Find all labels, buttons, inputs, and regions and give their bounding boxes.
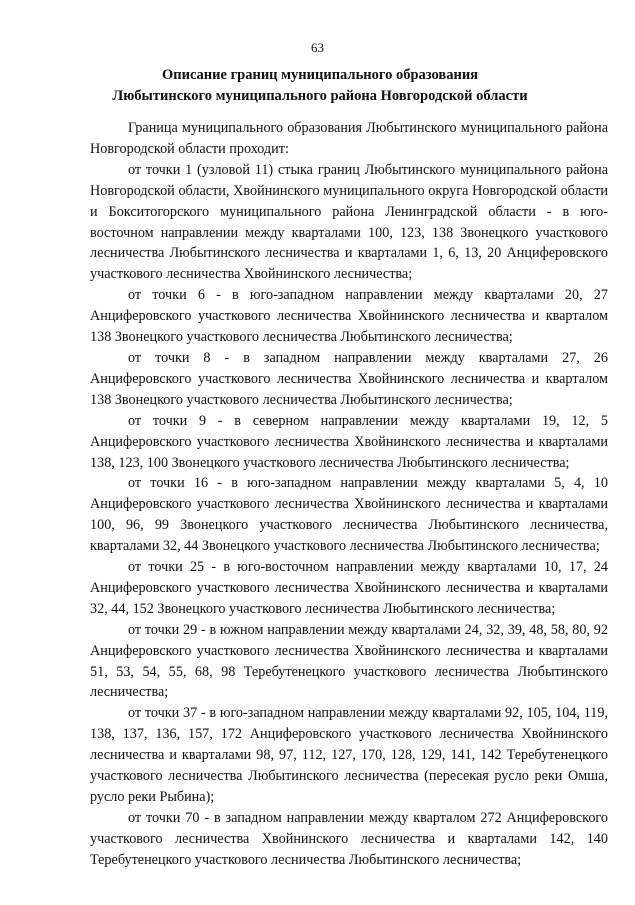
- paragraph-point-9: от точки 9 - в северном направлении между кварталами 19, 12, 5 Анциферовского участкового лесничества Хвойнинского лесничества и кварталами 138, 123, 100 Звонецкого участкового лесничества Любытинского лесничества;: [90, 412, 608, 471]
- paragraph-point-1: от точки 1 (узловой 11) стыка границ Любытинского муниципального района Новгородской области, Хвойнинского муниципального округа Новгородской области и Бокситогорского муниципального района Ленинградской области - в юго-восточном направлении между кварталами 100, 123, 138 Звонецкого участкового лесничества Любытинского лесничества и кварталами 1, 6, 13, 20 Анциферовского участкового лесничества Хвойнинского лесничества;: [90, 161, 608, 283]
- document-title: [90, 65, 550, 107]
- paragraph-point-6: от точки 6 - в юго-западном направлении между кварталами 20, 27 Анциферовского участкового лесничества Хвойнинского лесничества и кварталом 138 Звонецкого участкового лесничества Любытинского лесничества;: [90, 287, 608, 346]
- paragraph-point-29: от точки 29 - в южном направлении между кварталами 24, 32, 39, 48, 58, 80, 92 Анциферовского участкового лесничества Хвойнинского лесничества и кварталами 51, 53, 54, 55, 68, 98 Теребутенецкого участкового лесничества Любытинского лесничества;: [90, 621, 608, 701]
- paragraph-intro: Граница муниципального образования Любытинского муниципального района Новгородской области проходит:: [90, 120, 608, 157]
- title-line-2: Любытинского муниципального района Новгородской области: [112, 88, 528, 104]
- title-line-1: Описание границ муниципального образования: [161, 67, 479, 83]
- page-number: 63: [311, 40, 324, 55]
- paragraph-point-25: от точки 25 - в юго-восточном направлении между кварталами 10, 17, 24 Анциферовского участкового лесничества Хвойнинского лесничества и кварталами 32, 44, 152 Звонецкого участкового лесничества Любытинского лесничества;: [90, 559, 608, 617]
- paragraph-point-37: от точки 37 - в юго-западном направлении между кварталами 92, 105, 104, 119, 138, 137, 136, 157, 172 Анциферовского участкового лесничества Хвойнинского лесничества и кварталами 98, 97, 112, 127, 170, 128, 129, 141, 142 Теребутенецкого участкового лесничества Любытинского лесничества (пересекая русло реки Омша, русло реки Рыбина);: [90, 705, 608, 805]
- document-body: [90, 118, 608, 871]
- paragraph-point-8: от точки 8 - в западном направлении между кварталами 27, 26 Анциферовского участкового лесничества Хвойнинского лесничества и кварталом 138 Звонецкого участкового лесничества Любытинского лесничества;: [90, 349, 608, 408]
- paragraph-point-16: от точки 16 - в юго-западном направлении между кварталами 5, 4, 10 Анциферовского участкового лесничества Хвойнинского лесничества и кварталами 100, 96, 99 Звонецкого участкового лесничества Любытинского лесничества, кварталами 32, 44 Звонецкого участкового лесничества Любытинского лесничества;: [90, 475, 608, 555]
- paragraph-point-70: от точки 70 - в западном направлении между кварталом 272 Анциферовского участкового лесничества Хвойнинского лесничества и кварталами 142, 140 Теребутенецкого участкового лесничества Любытинского лесничества;: [90, 809, 608, 868]
